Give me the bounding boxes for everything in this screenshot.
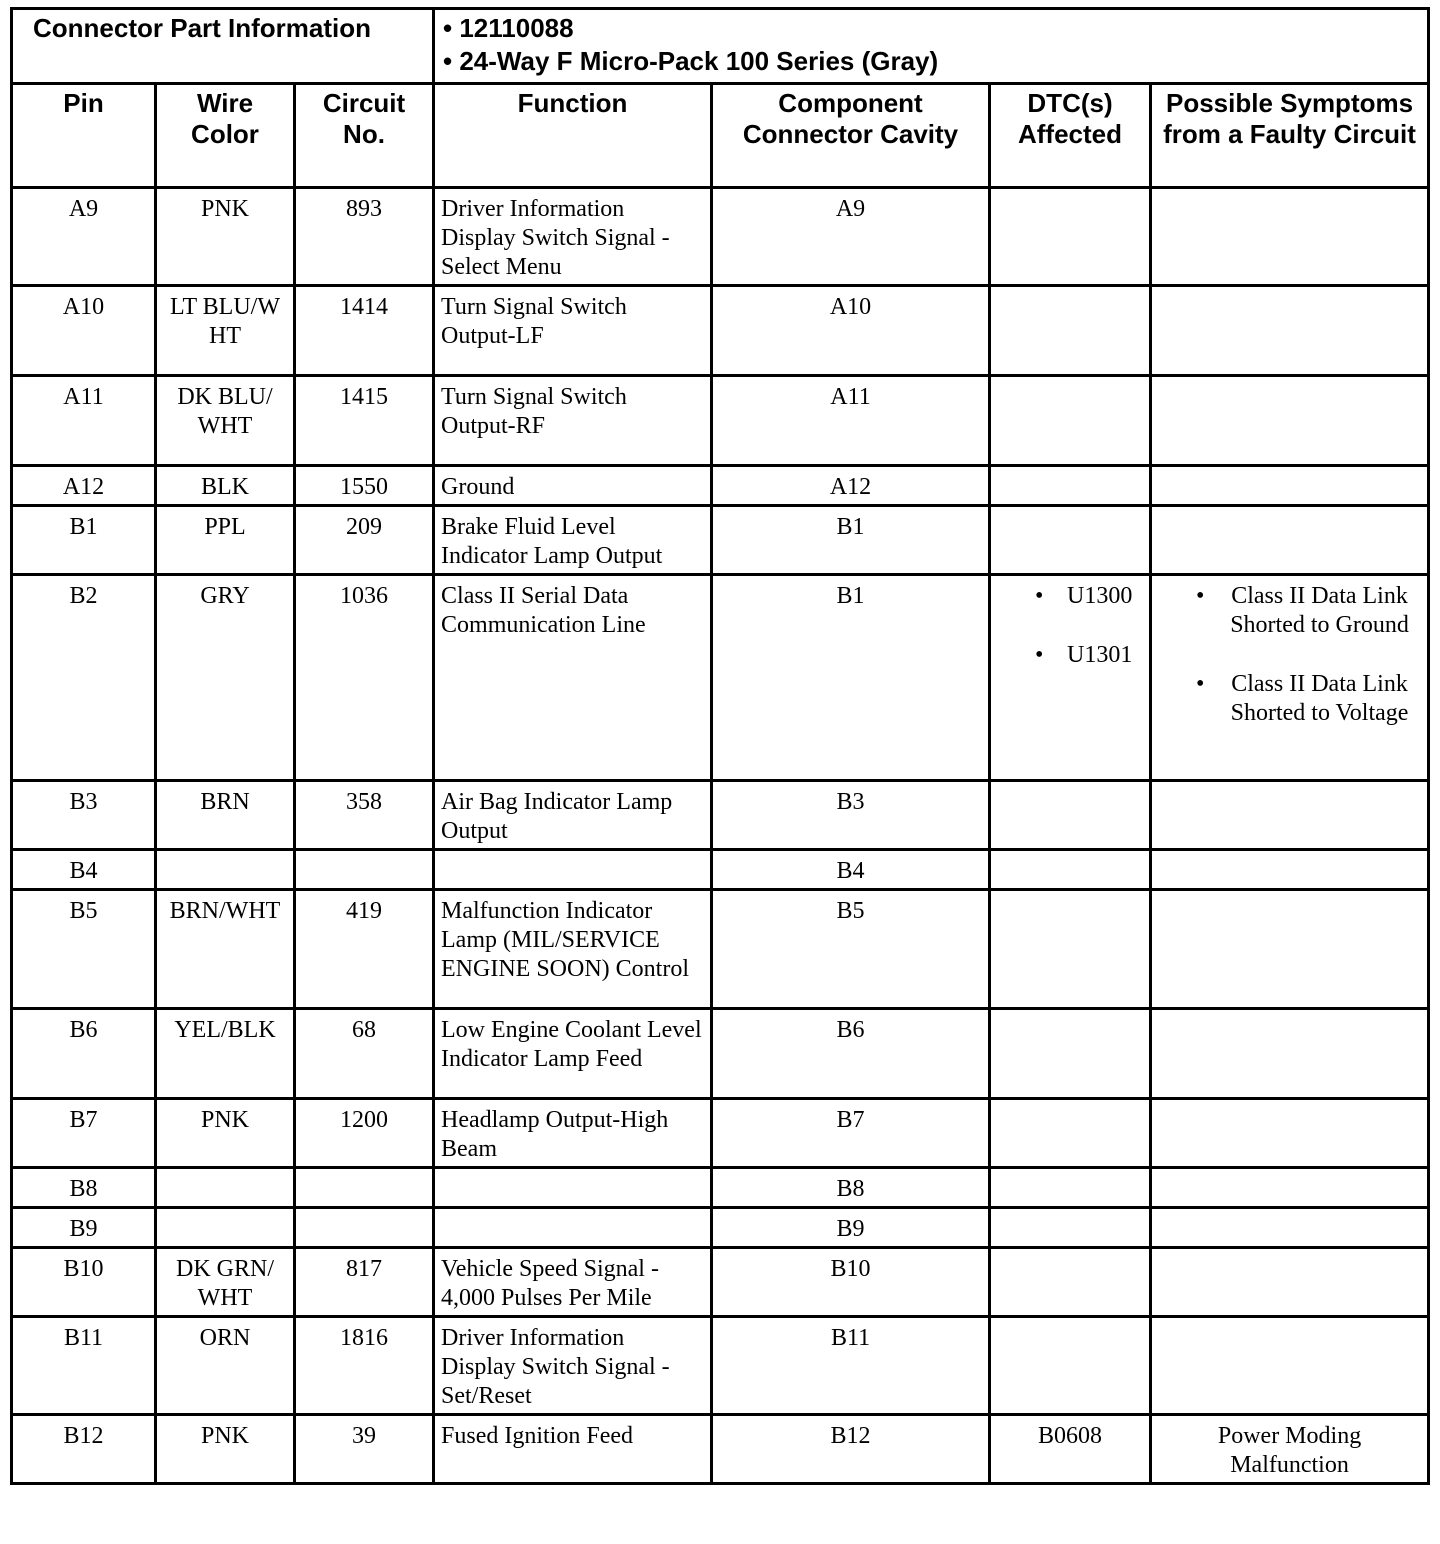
cell-cavity: B12 bbox=[712, 1415, 990, 1484]
connector-table-container bbox=[10, 7, 1427, 1485]
table-row bbox=[12, 506, 1429, 575]
cell-cavity: B4 bbox=[712, 850, 990, 890]
cell-symptoms bbox=[1151, 286, 1429, 376]
cell-cavity: A11 bbox=[712, 376, 990, 466]
connector-info-row bbox=[12, 9, 1429, 84]
cell-pin: B1 bbox=[12, 506, 156, 575]
header-wire-color: Wire Color bbox=[156, 84, 295, 188]
cell-circuit-no bbox=[295, 1168, 434, 1208]
cell-dtc bbox=[990, 1248, 1151, 1317]
cell-function bbox=[434, 1208, 712, 1248]
table-row bbox=[12, 1009, 1429, 1099]
cell-circuit-no: 817 bbox=[295, 1248, 434, 1317]
cell-symptoms bbox=[1151, 1317, 1429, 1415]
cell-circuit-no: 419 bbox=[295, 890, 434, 1009]
header-pin: Pin bbox=[12, 84, 156, 188]
cell-wire-color bbox=[156, 1208, 295, 1248]
symptom-list bbox=[1158, 582, 1421, 728]
table-row bbox=[12, 781, 1429, 850]
cell-cavity: B1 bbox=[712, 575, 990, 781]
cell-symptoms bbox=[1151, 575, 1429, 781]
cell-wire-color: GRY bbox=[156, 575, 295, 781]
cell-circuit-no: 209 bbox=[295, 506, 434, 575]
cell-symptoms bbox=[1151, 1009, 1429, 1099]
cell-circuit-no: 1415 bbox=[295, 376, 434, 466]
cell-circuit-no: 1414 bbox=[295, 286, 434, 376]
cell-function: Low Engine Coolant Level Indicator Lamp Feed bbox=[434, 1009, 712, 1099]
cell-symptoms bbox=[1151, 466, 1429, 506]
cell-dtc bbox=[990, 890, 1151, 1009]
cell-dtc bbox=[990, 286, 1151, 376]
cell-dtc bbox=[990, 506, 1151, 575]
cell-symptoms bbox=[1151, 376, 1429, 466]
cell-pin: B9 bbox=[12, 1208, 156, 1248]
cell-cavity: B3 bbox=[712, 781, 990, 850]
table-row bbox=[12, 1317, 1429, 1415]
table-row bbox=[12, 286, 1429, 376]
cell-function: Turn Signal Switch Output-RF bbox=[434, 376, 712, 466]
cell-dtc: B0608 bbox=[990, 1415, 1151, 1484]
cell-dtc bbox=[990, 575, 1151, 781]
cell-dtc bbox=[990, 1009, 1151, 1099]
cell-circuit-no: 39 bbox=[295, 1415, 434, 1484]
connector-pinout-table bbox=[10, 7, 1430, 1485]
connector-info-label: Connector Part Information bbox=[12, 9, 434, 84]
table-row bbox=[12, 188, 1429, 286]
cell-wire-color: BRN bbox=[156, 781, 295, 850]
cell-cavity: B9 bbox=[712, 1208, 990, 1248]
cell-pin: B4 bbox=[12, 850, 156, 890]
dtc-list bbox=[997, 582, 1143, 670]
cell-symptoms bbox=[1151, 188, 1429, 286]
cell-dtc bbox=[990, 376, 1151, 466]
cell-dtc bbox=[990, 1317, 1151, 1415]
cell-wire-color: DK BLU/WHT bbox=[156, 376, 295, 466]
cell-dtc bbox=[990, 1168, 1151, 1208]
cell-pin: B11 bbox=[12, 1317, 156, 1415]
cell-pin: B8 bbox=[12, 1168, 156, 1208]
cell-symptoms bbox=[1151, 1208, 1429, 1248]
cell-pin: A9 bbox=[12, 188, 156, 286]
cell-cavity: B7 bbox=[712, 1099, 990, 1168]
cell-circuit-no bbox=[295, 850, 434, 890]
cell-wire-color: YEL/BLK bbox=[156, 1009, 295, 1099]
table-row bbox=[12, 1415, 1429, 1484]
cell-wire-color: BRN/WHT bbox=[156, 890, 295, 1009]
cell-circuit-no: 1550 bbox=[295, 466, 434, 506]
cell-symptoms bbox=[1151, 1099, 1429, 1168]
cell-symptoms bbox=[1151, 850, 1429, 890]
table-row bbox=[12, 850, 1429, 890]
pinout-rows bbox=[12, 188, 1429, 1484]
header-function: Function bbox=[434, 84, 712, 188]
cell-symptoms bbox=[1151, 890, 1429, 1009]
cell-pin: B3 bbox=[12, 781, 156, 850]
cell-pin: B5 bbox=[12, 890, 156, 1009]
cell-circuit-no: 893 bbox=[295, 188, 434, 286]
cell-wire-color: BLK bbox=[156, 466, 295, 506]
cell-pin: B12 bbox=[12, 1415, 156, 1484]
table-row bbox=[12, 376, 1429, 466]
cell-wire-color: ORN bbox=[156, 1317, 295, 1415]
header-symptoms: Possible Symptoms from a Faulty Circuit bbox=[1151, 84, 1429, 188]
table-row bbox=[12, 1099, 1429, 1168]
cell-dtc bbox=[990, 188, 1151, 286]
cell-circuit-no bbox=[295, 1208, 434, 1248]
table-row bbox=[12, 1168, 1429, 1208]
header-dtc: DTC(s) Affected bbox=[990, 84, 1151, 188]
cell-function: Driver Information Display Switch Signal - Select Menu bbox=[434, 188, 712, 286]
cell-pin: B6 bbox=[12, 1009, 156, 1099]
cell-symptoms: Power Moding Malfunction bbox=[1151, 1415, 1429, 1484]
cell-function: Vehicle Speed Signal - 4,000 Pulses Per Mile bbox=[434, 1248, 712, 1317]
cell-cavity: A9 bbox=[712, 188, 990, 286]
table-row bbox=[12, 575, 1429, 781]
cell-dtc bbox=[990, 466, 1151, 506]
cell-wire-color: PNK bbox=[156, 188, 295, 286]
cell-function: Turn Signal Switch Output-LF bbox=[434, 286, 712, 376]
header-circuit-no: Circuit No. bbox=[295, 84, 434, 188]
cell-symptoms bbox=[1151, 506, 1429, 575]
cell-function: Air Bag Indicator Lamp Output bbox=[434, 781, 712, 850]
cell-wire-color: PNK bbox=[156, 1415, 295, 1484]
cell-function: Fused Ignition Feed bbox=[434, 1415, 712, 1484]
cell-cavity: B1 bbox=[712, 506, 990, 575]
cell-function bbox=[434, 850, 712, 890]
connector-part-number: • 12110088 bbox=[443, 13, 574, 43]
cell-pin: B2 bbox=[12, 575, 156, 781]
cell-function: Class II Serial Data Communication Line bbox=[434, 575, 712, 781]
table-row bbox=[12, 1208, 1429, 1248]
cell-cavity: B10 bbox=[712, 1248, 990, 1317]
cell-wire-color: PNK bbox=[156, 1099, 295, 1168]
column-header-row bbox=[12, 84, 1429, 188]
cell-dtc bbox=[990, 1099, 1151, 1168]
cell-pin: A12 bbox=[12, 466, 156, 506]
cell-circuit-no: 1200 bbox=[295, 1099, 434, 1168]
cell-cavity: A10 bbox=[712, 286, 990, 376]
cell-function: Driver Information Display Switch Signal - Set/Reset bbox=[434, 1317, 712, 1415]
cell-pin: A11 bbox=[12, 376, 156, 466]
table-row bbox=[12, 466, 1429, 506]
cell-cavity: B6 bbox=[712, 1009, 990, 1099]
cell-circuit-no: 68 bbox=[295, 1009, 434, 1099]
cell-function: Brake Fluid Level Indicator Lamp Output bbox=[434, 506, 712, 575]
header-cavity: Component Connector Cavity bbox=[712, 84, 990, 188]
connector-info-values bbox=[434, 9, 1429, 84]
cell-pin: A10 bbox=[12, 286, 156, 376]
cell-dtc bbox=[990, 1208, 1151, 1248]
symptom-item: • Class II Data Link Shorted to Ground bbox=[1158, 582, 1421, 640]
cell-wire-color bbox=[156, 1168, 295, 1208]
symptom-item: • Class II Data Link Shorted to Voltage bbox=[1158, 670, 1421, 728]
cell-wire-color bbox=[156, 850, 295, 890]
dtc-item: • U1300 bbox=[997, 582, 1143, 611]
connector-description: • 24-Way F Micro-Pack 100 Series (Gray) bbox=[443, 46, 939, 76]
cell-function: Headlamp Output-High Beam bbox=[434, 1099, 712, 1168]
cell-dtc bbox=[990, 781, 1151, 850]
table-row bbox=[12, 890, 1429, 1009]
cell-function: Ground bbox=[434, 466, 712, 506]
table-row bbox=[12, 1248, 1429, 1317]
cell-symptoms bbox=[1151, 781, 1429, 850]
cell-cavity: B11 bbox=[712, 1317, 990, 1415]
cell-symptoms bbox=[1151, 1248, 1429, 1317]
cell-symptoms bbox=[1151, 1168, 1429, 1208]
cell-pin: B7 bbox=[12, 1099, 156, 1168]
cell-cavity: B8 bbox=[712, 1168, 990, 1208]
cell-circuit-no: 1036 bbox=[295, 575, 434, 781]
cell-function: Malfunction Indicator Lamp (MIL/SERVICE ENGINE SOON) Control bbox=[434, 890, 712, 1009]
cell-function bbox=[434, 1168, 712, 1208]
cell-wire-color: LT BLU/WHT bbox=[156, 286, 295, 376]
cell-wire-color: DK GRN/ WHT bbox=[156, 1248, 295, 1317]
cell-circuit-no: 358 bbox=[295, 781, 434, 850]
dtc-item: • U1301 bbox=[997, 641, 1143, 670]
cell-dtc bbox=[990, 850, 1151, 890]
cell-cavity: B5 bbox=[712, 890, 990, 1009]
cell-cavity: A12 bbox=[712, 466, 990, 506]
cell-wire-color: PPL bbox=[156, 506, 295, 575]
cell-circuit-no: 1816 bbox=[295, 1317, 434, 1415]
cell-pin: B10 bbox=[12, 1248, 156, 1317]
